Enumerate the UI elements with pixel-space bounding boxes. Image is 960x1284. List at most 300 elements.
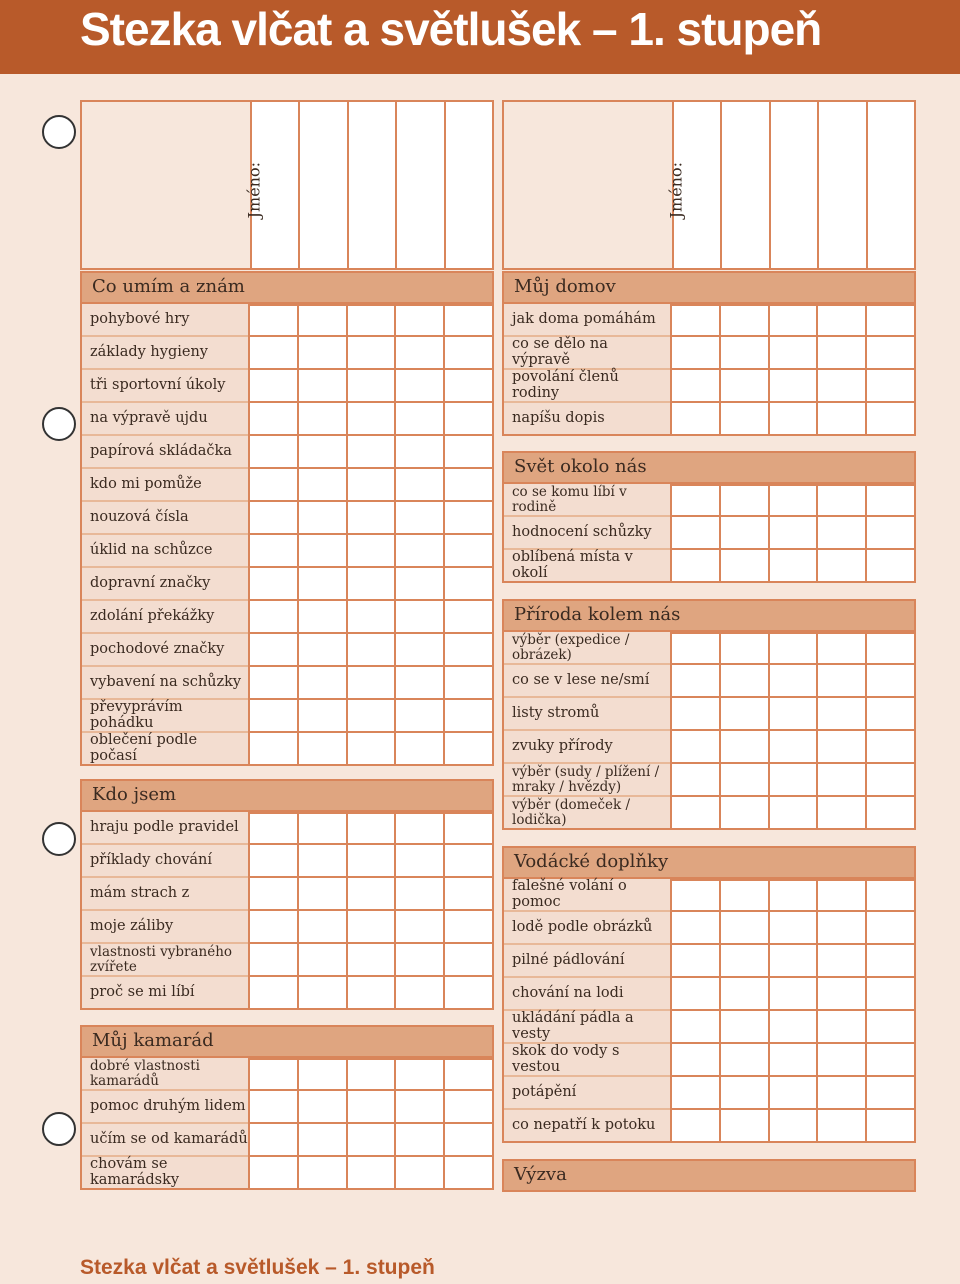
check-cell[interactable] [443,370,494,403]
check-cell[interactable] [443,812,494,845]
check-cell[interactable] [719,1077,768,1110]
checklist-row [80,977,494,1010]
check-cell[interactable] [297,601,346,634]
check-cell[interactable] [443,1157,494,1190]
check-cell[interactable] [248,502,297,535]
check-cell[interactable] [865,698,916,731]
check-cell[interactable] [865,1077,916,1110]
check-cell[interactable] [443,977,494,1010]
check-cell[interactable] [248,1058,297,1091]
check-cell[interactable] [346,337,395,370]
check-cell[interactable] [865,370,916,403]
checkbox-cells [248,568,494,601]
check-cell[interactable] [816,1044,865,1077]
check-cell[interactable] [346,403,395,436]
check-cell[interactable] [297,535,346,568]
check-cell[interactable] [768,764,817,797]
check-cell[interactable] [248,1124,297,1157]
check-cell[interactable] [865,1011,916,1044]
check-cell[interactable] [443,1124,494,1157]
check-cell[interactable] [346,911,395,944]
check-cell[interactable] [816,304,865,337]
check-cell[interactable] [248,911,297,944]
check-cell[interactable] [297,812,346,845]
checkbox-cells [670,731,916,764]
check-cell[interactable] [719,337,768,370]
check-cell[interactable] [443,568,494,601]
check-cell[interactable] [394,812,443,845]
check-cell[interactable] [248,845,297,878]
check-cell[interactable] [297,1058,346,1091]
check-cell[interactable] [443,436,494,469]
check-cell[interactable] [768,370,817,403]
section-header [502,1159,916,1192]
page-title: Stezka vlčat a světlušek – 1. stupeň [80,3,822,55]
check-cell[interactable] [670,337,719,370]
check-cell[interactable] [768,1044,817,1077]
checklist-row [502,1110,916,1143]
section-title: Příroda kolem nás [514,604,681,626]
section-header [502,599,916,632]
check-cell[interactable] [443,845,494,878]
section-header [502,271,916,304]
check-cell[interactable] [346,700,395,733]
check-cell[interactable] [865,945,916,978]
check-cell[interactable] [248,304,297,337]
check-cell[interactable] [346,535,395,568]
check-cell[interactable] [719,912,768,945]
check-cell[interactable] [394,436,443,469]
check-cell[interactable] [768,1011,817,1044]
check-cell[interactable] [768,484,817,517]
check-cell[interactable] [297,370,346,403]
check-cell[interactable] [394,502,443,535]
row-label: pohybové hry [80,304,248,337]
checkbox-cells [670,403,916,436]
check-cell[interactable] [768,978,817,1011]
check-cell[interactable] [816,1110,865,1143]
check-cell[interactable] [394,878,443,911]
section-header [80,779,494,812]
check-cell[interactable] [346,1058,395,1091]
checklist-row [80,1124,494,1157]
check-cell[interactable] [346,634,395,667]
check-cell[interactable] [865,912,916,945]
check-cell[interactable] [719,1011,768,1044]
check-cell[interactable] [297,944,346,977]
check-cell[interactable] [394,337,443,370]
check-cell[interactable] [346,601,395,634]
check-cell[interactable] [816,665,865,698]
check-cell[interactable] [816,337,865,370]
check-cell[interactable] [816,797,865,830]
check-cell[interactable] [768,337,817,370]
check-cell[interactable] [865,632,916,665]
section-title: Výzva [514,1164,567,1186]
check-cell[interactable] [297,911,346,944]
checkbox-cells [248,403,494,436]
row-label: učím se od kamarádů [80,1124,248,1157]
check-cell[interactable] [670,1011,719,1044]
check-cell[interactable] [394,911,443,944]
check-cell[interactable] [297,403,346,436]
check-cell[interactable] [719,370,768,403]
check-cell[interactable] [768,1110,817,1143]
check-cell[interactable] [670,484,719,517]
check-cell[interactable] [443,733,494,766]
check-cell[interactable] [297,1124,346,1157]
checklist-row [80,535,494,568]
checklist-row [502,978,916,1011]
check-cell[interactable] [719,550,768,583]
check-cell[interactable] [719,632,768,665]
check-cell[interactable] [816,403,865,436]
check-cell[interactable] [248,634,297,667]
name-field[interactable] [771,102,819,268]
checkbox-cells [248,733,494,766]
check-cell[interactable] [443,667,494,700]
check-cell[interactable] [670,978,719,1011]
check-cell[interactable] [443,634,494,667]
checklist-row [502,632,916,665]
check-cell[interactable] [443,337,494,370]
row-label: co se v lese ne/smí [502,665,670,698]
check-cell[interactable] [346,878,395,911]
binder-hole [42,115,76,149]
check-cell[interactable] [768,517,817,550]
checklist-row [80,1157,494,1190]
checklist-row [502,731,916,764]
check-cell[interactable] [768,304,817,337]
check-cell[interactable] [394,1091,443,1124]
check-cell[interactable] [443,700,494,733]
checkbox-cells [670,797,916,830]
check-cell[interactable] [719,304,768,337]
check-cell[interactable] [670,304,719,337]
check-cell[interactable] [670,1044,719,1077]
row-label: listy stromů [502,698,670,731]
row-label: mám strach z [80,878,248,911]
row-label: hraju podle pravidel [80,812,248,845]
check-cell[interactable] [865,797,916,830]
check-cell[interactable] [719,403,768,436]
check-cell[interactable] [443,878,494,911]
check-cell[interactable] [768,550,817,583]
check-cell[interactable] [346,845,395,878]
check-cell[interactable] [248,436,297,469]
check-cell[interactable] [768,698,817,731]
check-cell[interactable] [346,1091,395,1124]
row-label: proč se mi líbí [80,977,248,1010]
name-field[interactable] [397,102,445,268]
check-cell[interactable] [719,698,768,731]
check-cell[interactable] [394,568,443,601]
check-cell[interactable] [346,667,395,700]
check-cell[interactable] [443,944,494,977]
checklist-row [502,879,916,912]
checklist-row [502,665,916,698]
check-cell[interactable] [346,733,395,766]
check-cell[interactable] [865,550,916,583]
checkbox-cells [248,845,494,878]
check-cell[interactable] [719,879,768,912]
checklist-row [502,912,916,945]
check-cell[interactable] [816,945,865,978]
check-cell[interactable] [248,700,297,733]
check-cell[interactable] [346,304,395,337]
check-cell[interactable] [394,944,443,977]
check-cell[interactable] [768,1077,817,1110]
check-cell[interactable] [816,764,865,797]
check-cell[interactable] [816,632,865,665]
check-cell[interactable] [297,1091,346,1124]
check-cell[interactable] [394,977,443,1010]
check-cell[interactable] [297,337,346,370]
check-cell[interactable] [248,568,297,601]
checkbox-cells [248,977,494,1010]
section-header [80,1025,494,1058]
check-cell[interactable] [443,469,494,502]
check-cell[interactable] [816,698,865,731]
check-cell[interactable] [670,665,719,698]
check-cell[interactable] [297,733,346,766]
row-label: zvuky přírody [502,731,670,764]
check-cell[interactable] [768,945,817,978]
check-cell[interactable] [394,733,443,766]
check-cell[interactable] [670,731,719,764]
check-cell[interactable] [346,812,395,845]
check-cell[interactable] [719,945,768,978]
row-label: tři sportovní úkoly [80,370,248,403]
check-cell[interactable] [248,370,297,403]
check-cell[interactable] [443,535,494,568]
check-cell[interactable] [768,912,817,945]
check-cell[interactable] [719,731,768,764]
checklist-row [502,370,916,403]
check-cell[interactable] [297,878,346,911]
check-cell[interactable] [248,812,297,845]
check-cell[interactable] [248,667,297,700]
check-cell[interactable] [297,502,346,535]
check-cell[interactable] [394,1124,443,1157]
check-cell[interactable] [670,945,719,978]
checkbox-cells [248,634,494,667]
footer-title: Stezka vlčat a světlušek – 1. stupeň [80,1256,435,1279]
check-cell[interactable] [346,502,395,535]
check-cell[interactable] [394,535,443,568]
check-cell[interactable] [670,764,719,797]
name-field[interactable] [722,102,770,268]
checklist-row [80,568,494,601]
check-cell[interactable] [768,632,817,665]
check-cell[interactable] [394,601,443,634]
checklist-row [80,601,494,634]
check-cell[interactable] [670,1077,719,1110]
check-cell[interactable] [248,469,297,502]
check-cell[interactable] [248,1091,297,1124]
check-cell[interactable] [719,797,768,830]
check-cell[interactable] [248,977,297,1010]
section-title: Vodácké doplňky [514,851,669,873]
check-cell[interactable] [346,944,395,977]
check-cell[interactable] [394,304,443,337]
check-cell[interactable] [297,845,346,878]
check-cell[interactable] [297,469,346,502]
check-cell[interactable] [443,304,494,337]
name-field[interactable] [446,102,492,268]
check-cell[interactable] [670,879,719,912]
check-cell[interactable] [719,1044,768,1077]
check-cell[interactable] [443,911,494,944]
check-cell[interactable] [248,944,297,977]
checklist-row [80,733,494,766]
check-cell[interactable] [865,1110,916,1143]
checkbox-cells [670,764,916,797]
check-cell[interactable] [865,764,916,797]
checklist-row [502,1011,916,1044]
check-cell[interactable] [394,1058,443,1091]
check-cell[interactable] [865,337,916,370]
check-cell[interactable] [346,977,395,1010]
checklist-row [80,634,494,667]
check-cell[interactable] [248,1157,297,1190]
check-cell[interactable] [394,845,443,878]
checkbox-cells [248,700,494,733]
row-label: vlastnosti vybraného zvířete [80,944,248,977]
check-cell[interactable] [394,403,443,436]
check-cell[interactable] [297,667,346,700]
checklist-row [80,436,494,469]
check-cell[interactable] [865,731,916,764]
name-label: Jméno: [244,162,263,219]
checklist-row [80,502,494,535]
checkbox-cells [248,370,494,403]
check-cell[interactable] [346,436,395,469]
page-header [0,0,960,74]
checklist-row [80,304,494,337]
check-cell[interactable] [865,1044,916,1077]
check-cell[interactable] [768,797,817,830]
check-cell[interactable] [816,370,865,403]
check-cell[interactable] [297,634,346,667]
check-cell[interactable] [670,403,719,436]
check-cell[interactable] [394,634,443,667]
check-cell[interactable] [816,731,865,764]
check-cell[interactable] [248,878,297,911]
check-cell[interactable] [816,1077,865,1110]
check-cell[interactable] [297,568,346,601]
name-label: Jméno: [666,162,685,219]
check-cell[interactable] [670,1110,719,1143]
check-cell[interactable] [816,484,865,517]
check-cell[interactable] [865,304,916,337]
check-cell[interactable] [248,601,297,634]
check-cell[interactable] [248,733,297,766]
check-cell[interactable] [443,1058,494,1091]
check-cell[interactable] [816,550,865,583]
checkbox-cells [248,944,494,977]
name-field[interactable] [349,102,397,268]
check-cell[interactable] [816,1011,865,1044]
check-cell[interactable] [816,517,865,550]
check-cell[interactable] [816,912,865,945]
check-cell[interactable] [670,370,719,403]
check-cell[interactable] [768,665,817,698]
section-title: Svět okolo nás [514,456,647,478]
check-cell[interactable] [248,403,297,436]
check-cell[interactable] [768,403,817,436]
check-cell[interactable] [346,469,395,502]
checkbox-cells [248,535,494,568]
row-label: jak doma pomáhám [502,304,670,337]
check-cell[interactable] [670,550,719,583]
check-cell[interactable] [865,665,916,698]
check-cell[interactable] [719,665,768,698]
check-cell[interactable] [248,337,297,370]
check-cell[interactable] [768,879,817,912]
check-cell[interactable] [865,879,916,912]
check-cell[interactable] [394,1157,443,1190]
check-cell[interactable] [670,632,719,665]
check-cell[interactable] [719,484,768,517]
check-cell[interactable] [443,1091,494,1124]
check-cell[interactable] [816,978,865,1011]
check-cell[interactable] [719,1110,768,1143]
checkbox-cells [670,912,916,945]
check-cell[interactable] [865,517,916,550]
name-field[interactable] [819,102,867,268]
checkbox-cells [670,665,916,698]
check-cell[interactable] [719,978,768,1011]
checklist-row [502,764,916,797]
check-cell[interactable] [346,1157,395,1190]
check-cell[interactable] [670,517,719,550]
check-cell[interactable] [719,764,768,797]
checkbox-cells [670,304,916,337]
check-cell[interactable] [346,370,395,403]
check-cell[interactable] [297,700,346,733]
binder-hole [42,1112,76,1146]
check-cell[interactable] [297,304,346,337]
check-cell[interactable] [297,977,346,1010]
check-cell[interactable] [394,700,443,733]
check-cell[interactable] [394,667,443,700]
check-cell[interactable] [394,370,443,403]
check-cell[interactable] [297,436,346,469]
check-cell[interactable] [670,698,719,731]
check-cell[interactable] [394,469,443,502]
check-cell[interactable] [768,731,817,764]
check-cell[interactable] [865,978,916,1011]
check-cell[interactable] [443,403,494,436]
check-cell[interactable] [346,1124,395,1157]
check-cell[interactable] [443,601,494,634]
check-cell[interactable] [297,1157,346,1190]
row-label: pomoc druhým lidem [80,1091,248,1124]
check-cell[interactable] [670,797,719,830]
checklist-row [80,370,494,403]
check-cell[interactable] [443,502,494,535]
check-cell[interactable] [865,403,916,436]
check-cell[interactable] [670,912,719,945]
check-cell[interactable] [346,568,395,601]
check-cell[interactable] [719,517,768,550]
check-cell[interactable] [816,879,865,912]
check-cell[interactable] [248,535,297,568]
name-field[interactable] [300,102,348,268]
name-field[interactable] [868,102,914,268]
check-cell[interactable] [865,484,916,517]
